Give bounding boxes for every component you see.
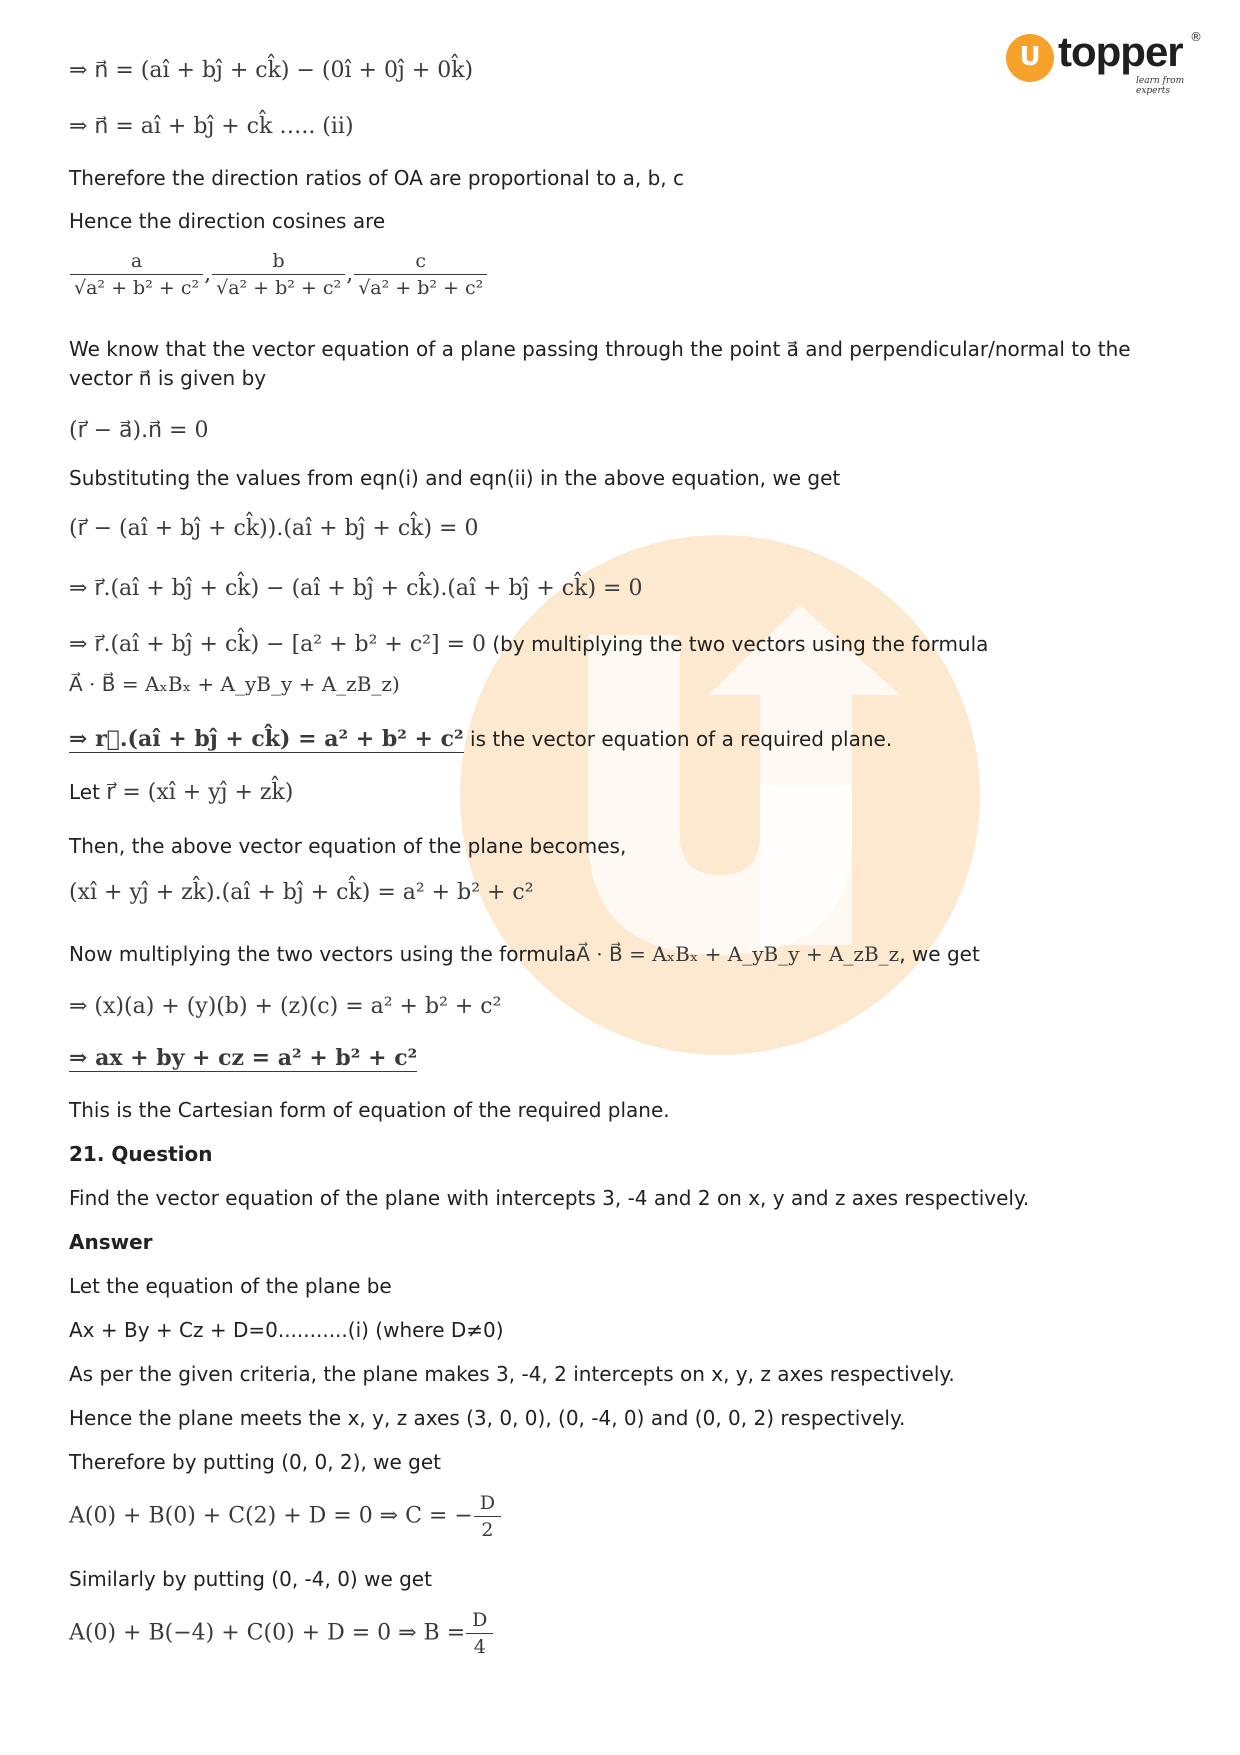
paragraph-plane-becomes: Then, the above vector equation of the plane becomes, [69,834,627,858]
paragraph-putting-z: Therefore by putting (0, 0, 2), we get [69,1450,442,1474]
equation-n-difference: ⇒ n⃗ = (aî + bĵ + ck̂) − (0î + 0ĵ + 0k̂) [69,58,474,83]
logo-wordmark: topper [1058,28,1183,75]
cosine-fraction-b: $\frac{b}{\text{√a² + b² + c²}}$ [212,250,345,299]
vector-equation-underlined: ⇒ r⃗.(aî + bĵ + ck̂) = a² + b² + c² [69,726,464,752]
topper-logo [1006,28,1204,96]
paragraph-cartesian-form: This is the Cartesian form of equation of the required plane. [69,1098,670,1122]
equation-plane-general: (r⃗ − a⃗).n⃗ = 0 [69,418,209,443]
equation-xyz-dot: (xî + yĵ + zk̂).(aî + bĵ + ck̂) = a² + b² + c² [69,880,534,905]
direction-cosines-fractions: $\frac{a}{\text{√a² + b² + c²}}$ , $\frac{b}{\text{√a² + b² + c²}}$ , $\frac{c}{\text{√a² + b² + c²}}$ [69,250,488,299]
question-heading: 21. Question [69,1142,213,1166]
formula-dot-product: A⃗ · B⃗ = AₓBₓ + A_yB_y + A_zB_z) [69,672,400,696]
equation-n-result: ⇒ n⃗ = aî + bĵ + ck̂ ….. (ii) [69,114,354,139]
cartesian-equation-result: ⇒ ax + by + cz = a² + b² + c² [69,1045,418,1071]
fraction-d-over-4: $\frac{D}{4}$ [466,1609,493,1658]
paragraph-substituting: Substituting the values from eqn(i) and eqn(ii) in the above equation, we get [69,466,841,490]
paragraph-vector-plane-2: vector n⃗ is given by [69,366,267,390]
answer-heading: Answer [69,1230,153,1254]
paragraph-multiplying: Now multiplying the two vectors using the formulaA⃗ · B⃗ = AₓBₓ + A_yB_y + A_zB_z, we get [69,942,980,966]
equation-products: ⇒ (x)(a) + (y)(b) + (z)(c) = a² + b² + c² [69,994,502,1019]
cosine-fraction-a: $\frac{a}{\text{√a² + b² + c²}}$ [70,250,203,299]
logo-registered-mark: ® [1190,30,1202,44]
let-r-definition: Let r⃗ = (xî + yĵ + zk̂) [69,780,294,805]
paragraph-putting-y: Similarly by putting (0, -4, 0) we get [69,1567,432,1591]
fraction-d-over-2: $\frac{D}{2}$ [474,1492,501,1541]
cosine-fraction-c: $\frac{c}{\text{√a² + b² + c²}}$ [354,250,487,299]
paragraph-vector-plane-1: We know that the vector equation of a plane passing through the point a⃗ and perpendicular/normal to the [69,337,1131,361]
equation-b-value: A(0) + B(−4) + C(0) + D = 0 ⇒ B = $\frac{D}{4}$ [69,1609,494,1658]
question-text: Find the vector equation of the plane with intercepts 3, -4 and 2 on x, y and z axes respectively. [69,1186,1030,1210]
equation-plane-ax-by: Ax + By + Cz + D=0...........(i) (where D≠0) [69,1318,504,1342]
equation-c-value: A(0) + B(0) + C(2) + D = 0 ⇒ C = − $\frac{D}{2}$ [69,1492,502,1541]
equation-dot-product-line: ⇒ r⃗.(aî + bĵ + ck̂) − [a² + b² + c²] = 0 (by multiplying the two vectors using the formula [69,632,989,657]
equation-expanded: ⇒ r⃗.(aî + bĵ + ck̂) − (aî + bĵ + ck̂).(aî + bĵ + ck̂) = 0 [69,576,643,601]
paragraph-let-plane: Let the equation of the plane be [69,1274,392,1298]
paragraph-axes-points: Hence the plane meets the x, y, z axes (3, 0, 0), (0, -4, 0) and (0, 0, 2) respectively. [69,1406,906,1430]
logo-mark-icon: U [1006,34,1054,82]
logo-tagline: learn from experts [1136,76,1185,96]
equation-substituted: (r⃗ − (aî + bĵ + ck̂)).(aî + bĵ + ck̂) = 0 [69,516,479,541]
vector-equation-result: ⇒ r⃗.(aî + bĵ + ck̂) = a² + b² + c² is the vector equation of a required plane. [69,726,893,752]
paragraph-direction-ratios: Therefore the direction ratios of OA are proportional to a, b, c [69,166,685,190]
paragraph-intercepts: As per the given criteria, the plane makes 3, -4, 2 intercepts on x, y, z axes respectively. [69,1362,955,1386]
paragraph-direction-cosines: Hence the direction cosines are [69,209,386,233]
